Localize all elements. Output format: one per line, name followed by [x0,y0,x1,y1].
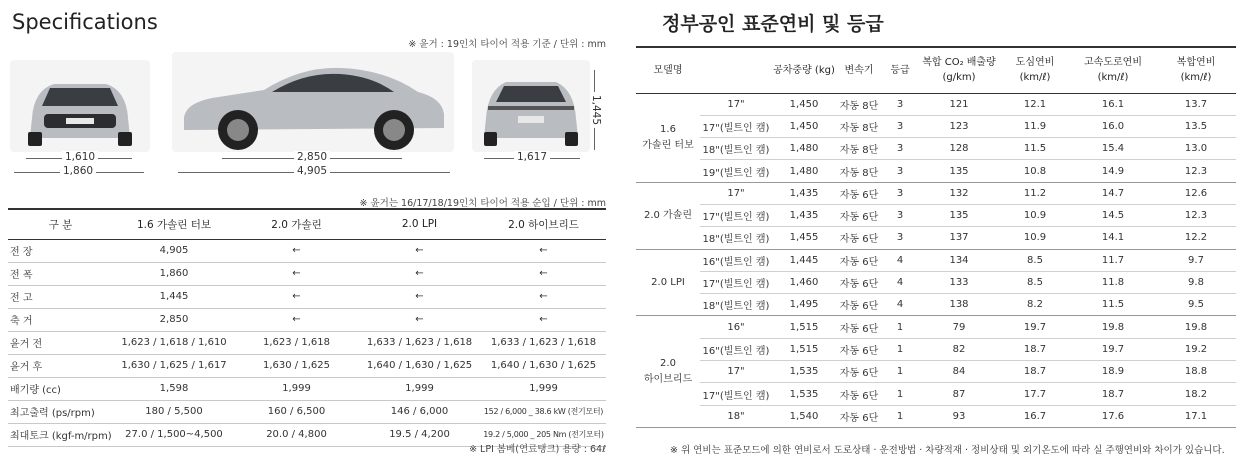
efficiency-cell: 137 [918,227,1000,249]
efficiency-cell: 15.4 [1070,138,1156,160]
efficiency-cell: 3 [882,115,918,137]
efficiency-cell: 3 [882,182,918,204]
efficiency-row [636,294,1236,316]
efficiency-cell: 79 [918,316,1000,338]
tire-cell: 19"(빌트인 캠) [700,160,772,182]
spec-cell: 1,640 / 1,630 / 1,625 [358,354,481,377]
efficiency-row [636,182,1236,204]
efficiency-cell: 17.6 [1070,405,1156,427]
efficiency-cell: 자동 6단 [836,271,882,293]
spec-header-cell: 1.6 가솔린 터보 [113,209,235,239]
efficiency-cell: 123 [918,115,1000,137]
height-label: 1,445 [590,92,602,128]
header-co2: 복합 CO₂ 배출량 (g/km) [918,47,1000,93]
efficiency-cell: 1,535 [772,361,836,383]
efficiency-cell: 3 [882,160,918,182]
efficiency-cell: 132 [918,182,1000,204]
efficiency-cell: 12.2 [1156,227,1236,249]
efficiency-cell: 자동 8단 [836,115,882,137]
spec-cell: 146 / 6,000 [358,400,481,423]
efficiency-cell: 17.1 [1156,405,1236,427]
efficiency-cell: 18.2 [1156,383,1236,405]
efficiency-cell: 87 [918,383,1000,405]
efficiency-row [636,405,1236,427]
spec-cell: 1,633 / 1,623 / 1,618 [358,331,481,354]
tire-cell: 17"(빌트인 캠) [700,383,772,405]
spec-title: Specifications [12,10,158,34]
efficiency-cell: 18.9 [1070,361,1156,383]
model-name-cell [636,93,700,182]
efficiency-cell: 8.5 [1000,249,1070,271]
efficiency-cell: 1,445 [772,249,836,271]
spec-row-label: 전 폭 [8,262,113,285]
rear-tread-label: 1,617 [514,151,550,163]
spec-cell: 152 / 6,000 _ 38.6 kW (전기모터) [481,400,606,423]
efficiency-cell: 자동 6단 [836,249,882,271]
efficiency-cell: 14.1 [1070,227,1156,249]
spec-header-cell: 2.0 가솔린 [235,209,358,239]
efficiency-cell: 19.8 [1156,316,1236,338]
efficiency-note-bottom: ※ 위 연비는 표준모드에 의한 연비로서 도로상태 · 운전방법 · 차량적재 · 정비상태 및 외기온도에 따라 실 주행연비와 차이가 있습니다. [670,445,1225,456]
efficiency-row [636,383,1236,405]
efficiency-cell: 134 [918,249,1000,271]
efficiency-cell: 138 [918,294,1000,316]
wheelbase-label: 2,850 [294,151,330,163]
efficiency-cell: 4 [882,271,918,293]
efficiency-row [636,204,1236,226]
spec-cell: 1,445 [113,285,235,308]
car-rear-image [472,60,590,152]
efficiency-cell: 13.0 [1156,138,1236,160]
spec-cell: ← [235,239,358,262]
spec-cell: 1,623 / 1,618 / 1,610 [113,331,235,354]
efficiency-cell: 1,495 [772,294,836,316]
efficiency-cell: 1,435 [772,182,836,204]
spec-note-bottom: ※ LPI 봄베(연료탱크) 용량 : 64ℓ [469,444,606,455]
spec-row [8,377,606,400]
efficiency-cell: 93 [918,405,1000,427]
efficiency-cell: 1,515 [772,338,836,360]
spec-row-label: 윤거 후 [8,354,113,377]
efficiency-cell: 9.8 [1156,271,1236,293]
efficiency-cell: 자동 6단 [836,227,882,249]
spec-cell: ← [481,308,606,331]
efficiency-cell: 3 [882,138,918,160]
car-front-image [10,60,150,152]
efficiency-cell: 18.8 [1156,361,1236,383]
efficiency-cell: 1,535 [772,383,836,405]
efficiency-cell: 1,515 [772,316,836,338]
header-model: 모델명 [636,47,700,93]
efficiency-cell: 1,540 [772,405,836,427]
efficiency-cell: 18.7 [1070,383,1156,405]
efficiency-cell: 4 [882,294,918,316]
efficiency-cell: 1,480 [772,160,836,182]
header-tire [700,47,772,93]
tire-cell: 18"(빌트인 캠) [700,227,772,249]
car-side-image [172,52,454,152]
tire-cell: 18"(빌트인 캠) [700,138,772,160]
efficiency-cell: 19.7 [1070,338,1156,360]
model-name-line: 하이브리드 [643,373,693,385]
efficiency-cell: 10.9 [1000,204,1070,226]
spec-cell: 1,623 / 1,618 [235,331,358,354]
tire-cell: 17" [700,93,772,115]
efficiency-cell: 1 [882,405,918,427]
efficiency-cell: 9.5 [1156,294,1236,316]
efficiency-cell: 1,435 [772,204,836,226]
model-name-cell [636,182,700,249]
spec-cell: ← [235,262,358,285]
spec-row-label: 윤거 전 [8,331,113,354]
efficiency-cell: 121 [918,93,1000,115]
efficiency-cell: 16.7 [1000,405,1070,427]
model-name-line: 2.0 [660,357,676,369]
efficiency-table [636,46,1236,428]
tire-cell: 18" [700,405,772,427]
efficiency-cell: 135 [918,204,1000,226]
efficiency-cell: 11.5 [1070,294,1156,316]
efficiency-cell: 12.1 [1000,93,1070,115]
spec-cell: 4,905 [113,239,235,262]
efficiency-cell: 3 [882,204,918,226]
header-weight: 공차중량 (kg) [772,47,836,93]
spec-cell: 1,630 / 1,625 / 1,617 [113,354,235,377]
efficiency-cell: 10.8 [1000,160,1070,182]
header-comb: 복합연비 (km/ℓ) [1156,47,1236,93]
spec-cell: 1,999 [481,377,606,400]
efficiency-cell: 19.8 [1070,316,1156,338]
spec-cell: 2,850 [113,308,235,331]
spec-cell: 1,999 [235,377,358,400]
spec-cell: 20.0 / 4,800 [235,423,358,446]
efficiency-cell: 12.3 [1156,160,1236,182]
tire-cell: 18"(빌트인 캠) [700,294,772,316]
efficiency-cell: 자동 6단 [836,361,882,383]
spec-cell: 27.0 / 1,500~4,500 [113,423,235,446]
efficiency-row [636,93,1236,115]
efficiency-cell: 1 [882,316,918,338]
efficiency-cell: 자동 6단 [836,294,882,316]
efficiency-cell: 13.7 [1156,93,1236,115]
spec-cell: 19.2 / 5,000 _ 205 Nm (전기모터) [481,423,606,446]
efficiency-cell: 1,480 [772,138,836,160]
efficiency-cell: 16.0 [1070,115,1156,137]
efficiency-cell: 18.7 [1000,338,1070,360]
efficiency-cell: 133 [918,271,1000,293]
efficiency-cell: 3 [882,93,918,115]
tire-cell: 16"(빌트인 캠) [700,338,772,360]
spec-row [8,262,606,285]
efficiency-cell: 자동 6단 [836,383,882,405]
efficiency-cell: 1,450 [772,115,836,137]
model-name-cell [636,249,700,316]
spec-cell: ← [358,285,481,308]
efficiency-cell: 135 [918,160,1000,182]
header-grade: 등급 [882,47,918,93]
efficiency-row [636,115,1236,137]
efficiency-row [636,227,1236,249]
efficiency-cell: 11.8 [1070,271,1156,293]
efficiency-cell: 1,450 [772,93,836,115]
tire-cell: 17"(빌트인 캠) [700,204,772,226]
efficiency-row [636,138,1236,160]
efficiency-cell: 자동 8단 [836,160,882,182]
spec-cell: 1,630 / 1,625 [235,354,358,377]
efficiency-cell: 19.7 [1000,316,1070,338]
efficiency-row [636,271,1236,293]
tire-cell: 17" [700,361,772,383]
model-name-line: 2.0 가솔린 [643,209,693,221]
efficiency-cell: 3 [882,227,918,249]
efficiency-cell: 8.5 [1000,271,1070,293]
efficiency-cell: 자동 6단 [836,204,882,226]
header-hwy: 고속도로연비 (km/ℓ) [1070,47,1156,93]
spec-cell: ← [481,239,606,262]
spec-header-cell: 2.0 LPI [358,209,481,239]
spec-cell: 160 / 6,500 [235,400,358,423]
efficiency-cell: 82 [918,338,1000,360]
efficiency-cell: 84 [918,361,1000,383]
spec-row [8,331,606,354]
spec-cell: 1,640 / 1,630 / 1,625 [481,354,606,377]
tire-cell: 17"(빌트인 캠) [700,271,772,293]
efficiency-row [636,316,1236,338]
efficiency-cell: 14.5 [1070,204,1156,226]
spec-row-label: 축 거 [8,308,113,331]
efficiency-cell: 11.5 [1000,138,1070,160]
tire-cell: 16" [700,316,772,338]
spec-header-cell: 구 분 [8,209,113,239]
efficiency-cell: 11.7 [1070,249,1156,271]
efficiency-cell: 128 [918,138,1000,160]
spec-row [8,400,606,423]
efficiency-cell: 11.2 [1000,182,1070,204]
efficiency-row [636,361,1236,383]
spec-header-row [8,209,606,239]
efficiency-cell: 9.7 [1156,249,1236,271]
model-name-line: 2.0 LPI [651,276,685,288]
front-width-label: 1,610 [62,151,98,163]
model-name-line: 1.6 [660,123,676,135]
efficiency-cell: 1 [882,383,918,405]
efficiency-cell: 1,460 [772,271,836,293]
spec-row-label: 최대토크 (kgf-m/rpm) [8,423,113,446]
efficiency-row [636,160,1236,182]
length-label: 4,905 [294,165,330,177]
spec-cell: ← [481,285,606,308]
spec-cell: ← [235,285,358,308]
spec-cell: ← [358,308,481,331]
spec-cell: 1,633 / 1,623 / 1,618 [481,331,606,354]
efficiency-cell: 11.9 [1000,115,1070,137]
efficiency-cell: 16.1 [1070,93,1156,115]
efficiency-cell: 자동 8단 [836,93,882,115]
spec-cell: 180 / 5,500 [113,400,235,423]
spec-cell: ← [358,239,481,262]
efficiency-row [636,338,1236,360]
spec-row [8,354,606,377]
efficiency-cell: 1 [882,361,918,383]
efficiency-header-row [636,47,1236,93]
spec-row [8,308,606,331]
tire-cell: 16"(빌트인 캠) [700,249,772,271]
spec-cell: 1,999 [358,377,481,400]
efficiency-cell: 자동 6단 [836,405,882,427]
tire-cell: 17"(빌트인 캠) [700,115,772,137]
efficiency-cell: 14.9 [1070,160,1156,182]
car-dimension-views [10,52,610,182]
efficiency-cell: 19.2 [1156,338,1236,360]
efficiency-cell: 13.5 [1156,115,1236,137]
spec-row [8,239,606,262]
efficiency-cell: 10.9 [1000,227,1070,249]
efficiency-cell: 1 [882,338,918,360]
spec-cell: ← [235,308,358,331]
spec-row-label: 전 장 [8,239,113,262]
efficiency-title: 정부공인 표준연비 및 등급 [662,13,884,35]
efficiency-cell: 14.7 [1070,182,1156,204]
spec-note-table: ※ 윤거는 16/17/18/19인치 타이어 적용 순입 / 단위 : mm [359,198,606,209]
efficiency-row [636,249,1236,271]
spec-row [8,285,606,308]
spec-cell: ← [358,262,481,285]
front-overall-width-label: 1,860 [60,165,96,177]
spec-header-cell: 2.0 하이브리드 [481,209,606,239]
efficiency-cell: 자동 6단 [836,316,882,338]
spec-note-top: ※ 윤거 : 19인치 타이어 적용 기준 / 단위 : mm [408,39,606,50]
spec-cell: 1,598 [113,377,235,400]
efficiency-cell: 자동 8단 [836,138,882,160]
tire-cell: 17" [700,182,772,204]
model-name-line: 가솔린 터보 [642,139,694,151]
efficiency-cell: 자동 6단 [836,182,882,204]
efficiency-cell: 17.7 [1000,383,1070,405]
spec-row-label: 전 고 [8,285,113,308]
spec-cell: 19.5 / 4,200 [358,423,481,446]
efficiency-cell: 자동 6단 [836,338,882,360]
spec-table [8,208,606,447]
spec-cell: 1,860 [113,262,235,285]
header-city: 도심연비 (km/ℓ) [1000,47,1070,93]
model-name-cell [636,316,700,427]
spec-cell: ← [481,262,606,285]
efficiency-cell: 4 [882,249,918,271]
efficiency-cell: 8.2 [1000,294,1070,316]
spec-row-label: 배기량 (cc) [8,377,113,400]
efficiency-cell: 12.6 [1156,182,1236,204]
spec-row-label: 최고출력 (ps/rpm) [8,400,113,423]
efficiency-cell: 1,455 [772,227,836,249]
efficiency-cell: 18.7 [1000,361,1070,383]
header-trans: 변속기 [836,47,882,93]
efficiency-cell: 12.3 [1156,204,1236,226]
